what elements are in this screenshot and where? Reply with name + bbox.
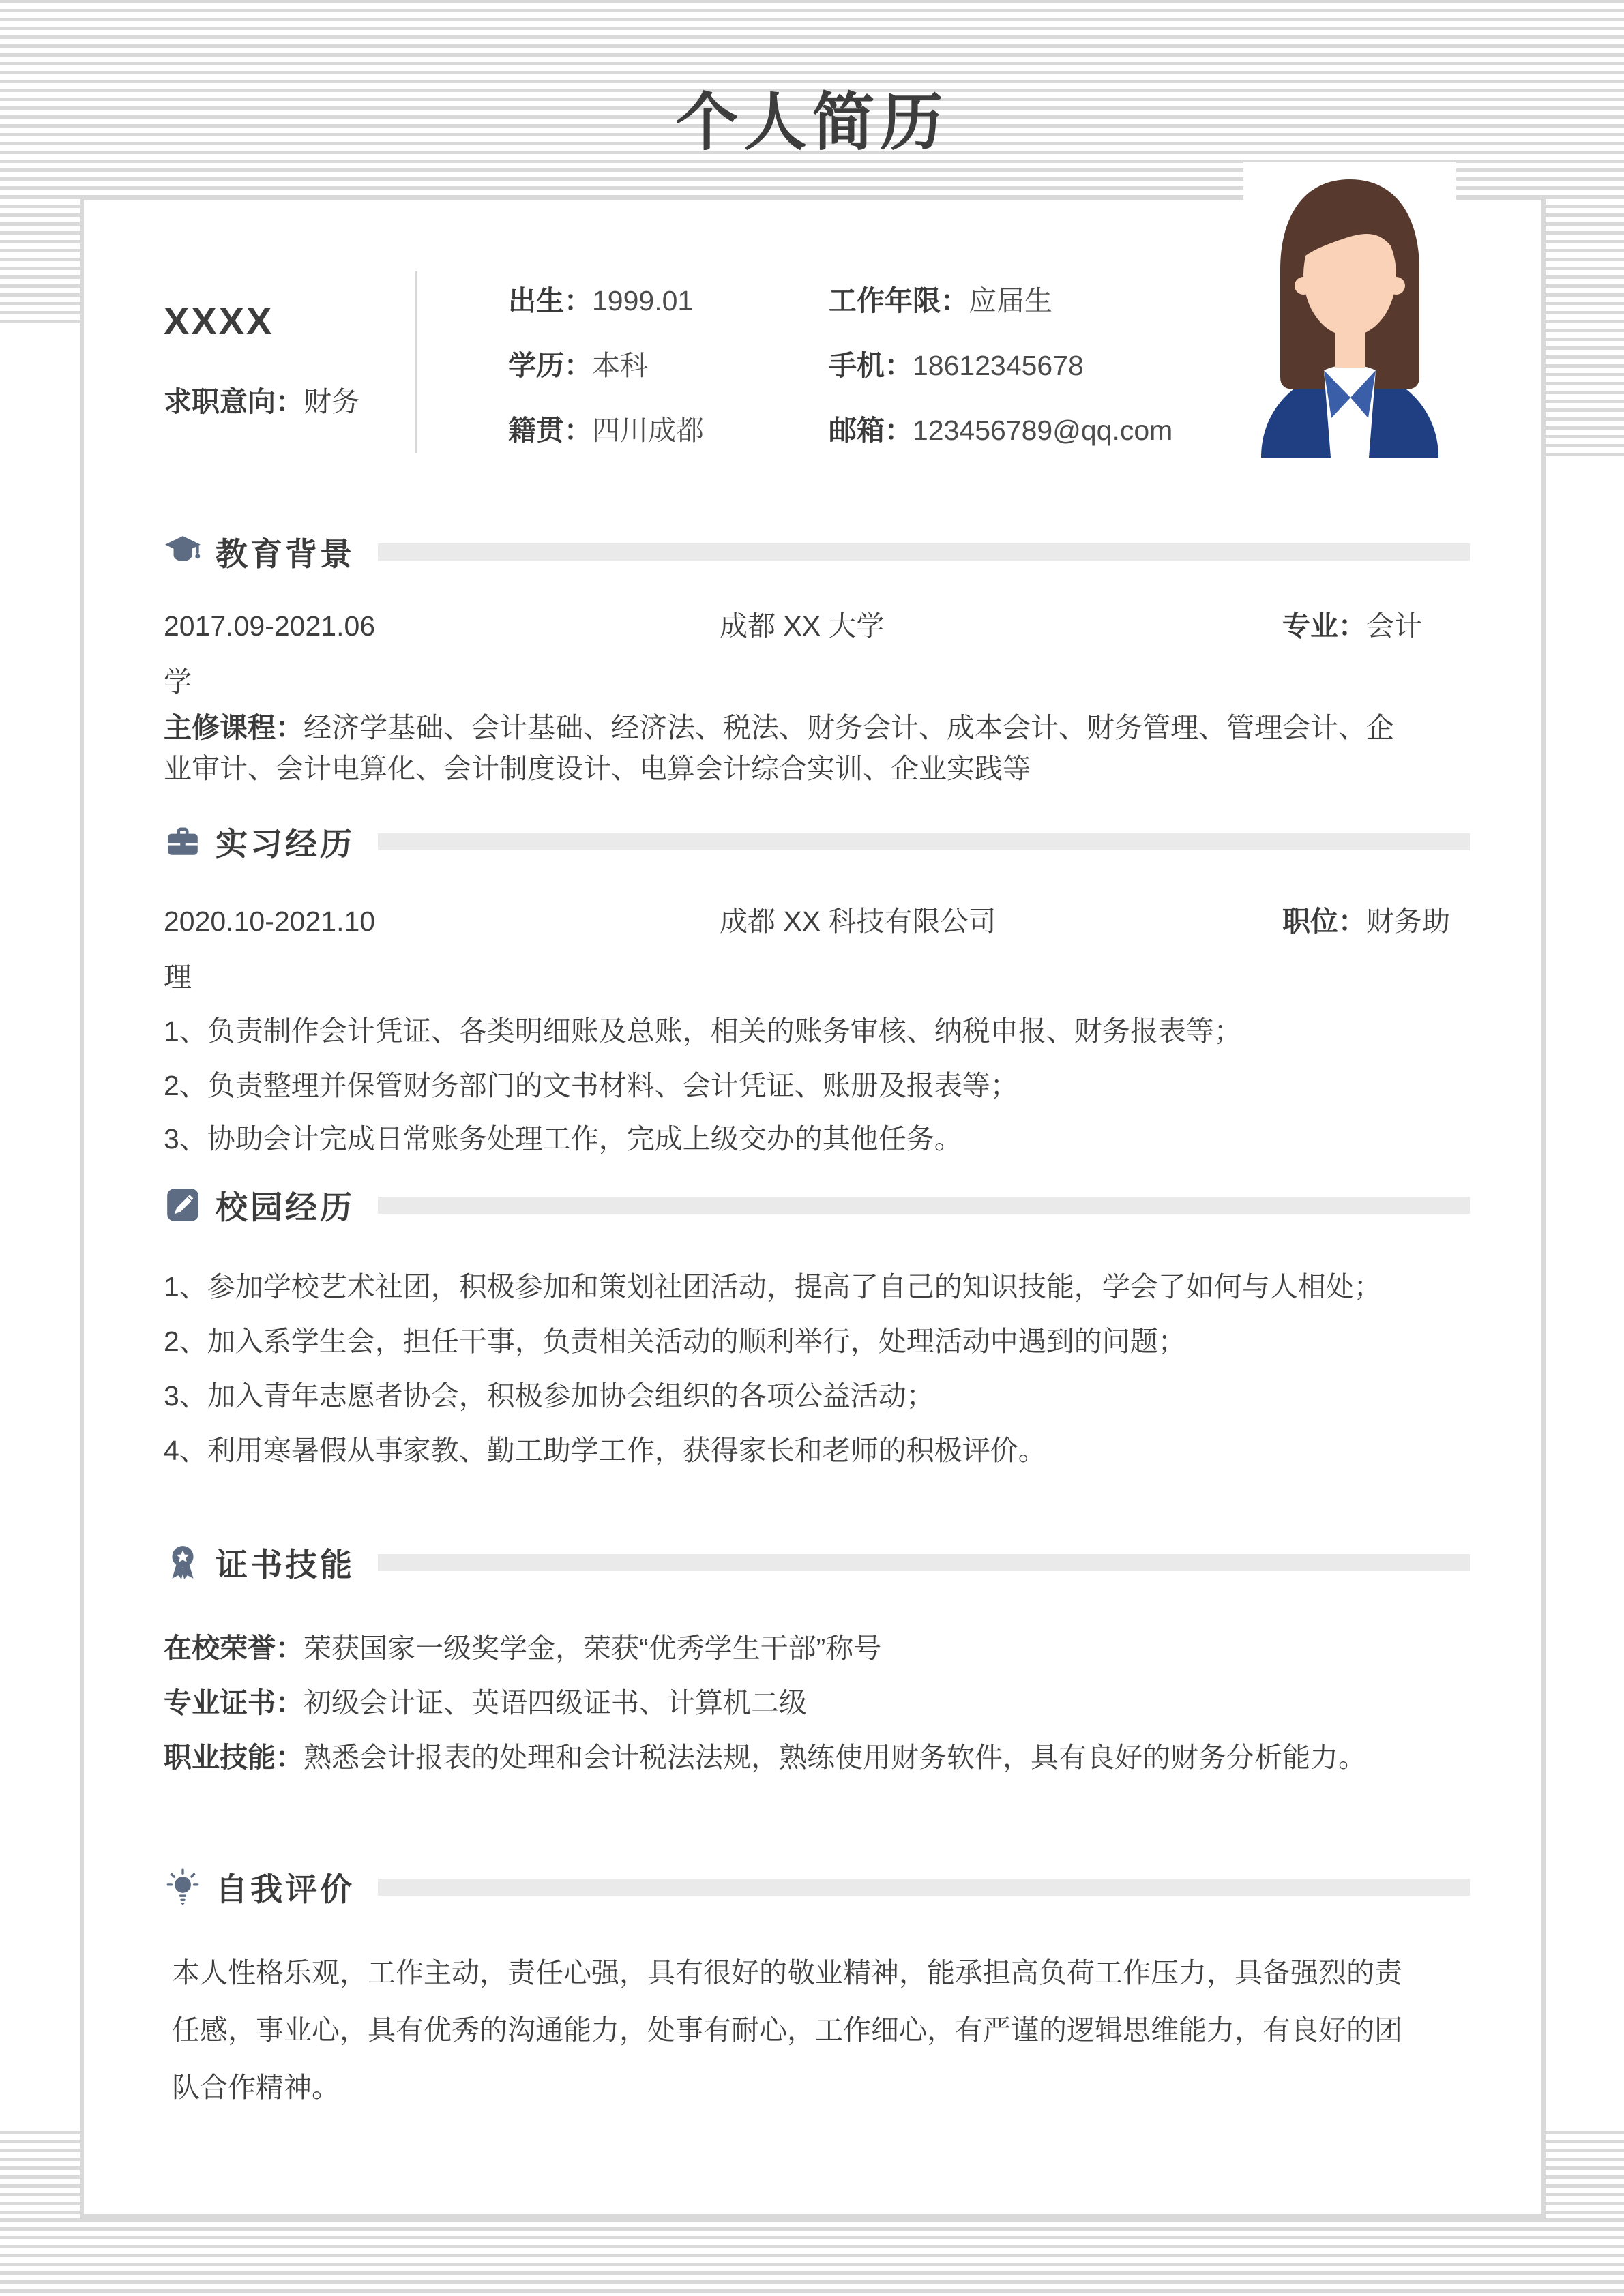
- certificates-row: 职业技能：熟悉会计报表的处理和会计税法法规，熟练使用财务软件，具有良好的财务分析能力。: [164, 1742, 1366, 1773]
- internship-item-clipped: [164, 1122, 1470, 1131]
- profile-divider: [415, 271, 417, 453]
- candidate-name: XXXX: [164, 299, 274, 342]
- certificates-row: 专业证书：初级会计证、英语四级证书、计算机二级: [164, 1687, 807, 1718]
- briefcase-icon: [164, 822, 202, 861]
- job-intent-label: 求职意向：: [164, 386, 304, 417]
- internship-date: 2020.10-2021.10: [164, 906, 376, 937]
- stripe-band-left-bottom: [0, 2131, 80, 2218]
- section-header-education: [164, 532, 1470, 571]
- education-courses-line1: 主修课程：经济学基础、会计基础、经济法、税法、财务会计、成本会计、财务管理、管理会计、企: [164, 712, 1394, 743]
- stripe-band-right-top: [1546, 196, 1624, 457]
- section-rule: [378, 833, 1470, 850]
- section-header-self-evaluation: [164, 1867, 1470, 1907]
- field-education-level: 学历：本科: [508, 350, 648, 381]
- campus-item: 4、利用寒暑假从事家教、勤工助学工作，获得家长和老师的积极评价。: [164, 1435, 1046, 1466]
- section-header-certificates: [164, 1542, 1470, 1582]
- education-date: 2017.09-2021.06: [164, 610, 376, 642]
- job-intent-value: 财务: [304, 386, 359, 417]
- self-evaluation-line: 本人性格乐观，工作主动，责任心强，具有很好的敬业精神，能承担高负荷工作压力，具备强烈的责: [172, 1957, 1402, 1988]
- section-title: 教育背景: [216, 535, 355, 572]
- certificates-row: 在校荣誉：荣获国家一级奖学金，荣获“优秀学生干部”称号: [164, 1632, 882, 1664]
- self-evaluation-line: 队合作精神。: [172, 2072, 340, 2103]
- field-phone: 手机：18612345678: [829, 350, 1084, 381]
- lightbulb-icon: [164, 1868, 202, 1906]
- stripe-band-right-bottom: [1546, 2131, 1624, 2218]
- section-header-campus: [164, 1185, 1470, 1225]
- field-hometown: 籍贯：四川成都: [508, 415, 704, 446]
- section-header-internship: [164, 822, 1470, 861]
- field-email: 邮箱：123456789@qq.com: [829, 415, 1173, 446]
- pen-icon: [164, 1186, 202, 1224]
- campus-item: 1、参加学校艺术社团，积极参加和策划社团活动，提高了自己的知识技能，学会了如何与人相处；: [164, 1271, 1382, 1302]
- internship-position: 职位：财务助: [1282, 906, 1450, 937]
- section-rule: [378, 1554, 1470, 1571]
- campus-item: 3、加入青年志愿者协会，积极参加协会组织的各项公益活动；: [164, 1380, 934, 1412]
- stripe-band-left-top: [0, 196, 80, 326]
- job-intent: [164, 379, 359, 419]
- section-rule: [378, 1879, 1470, 1896]
- internship-company: 成都 XX 科技有限公司: [720, 906, 996, 937]
- graduation-cap-icon: [164, 533, 202, 571]
- self-evaluation-line: 任感，事业心，具有优秀的沟通能力，处事有耐心，工作细心，有严谨的逻辑思维能力，有良好的团: [172, 2014, 1402, 2046]
- section-rule: [378, 1197, 1470, 1214]
- education-major-wrap: 学: [164, 666, 192, 698]
- field-birth: 出生：1999.01: [508, 285, 694, 316]
- education-school: 成都 XX 大学: [720, 610, 885, 642]
- campus-item: 2、加入系学生会，担任干事，负责相关活动的顺利举行，处理活动中遇到的问题；: [164, 1326, 1186, 1357]
- section-title: 校园经历: [216, 1189, 355, 1225]
- education-major: 专业：会计: [1282, 610, 1422, 642]
- medal-icon: [164, 1543, 202, 1581]
- section-title: 证书技能: [216, 1546, 355, 1583]
- education-courses-line2-clipped: 业审计、会计电算化、会计制度设计、电算会计综合实训、企业实践等: [164, 753, 1031, 784]
- internship-item: 2、负责整理并保管财务部门的文书材料、会计凭证、账册及报表等；: [164, 1070, 1018, 1101]
- section-title: 自我评价: [216, 1870, 355, 1907]
- document-title: 个人简历: [675, 88, 949, 158]
- internship-position-wrap: 理: [164, 961, 192, 993]
- female-avatar-illustration: [1243, 162, 1456, 458]
- section-rule: [378, 543, 1470, 561]
- internship-item: 1、负责制作会计凭证、各类明细账及总账，相关的账务审核、纳税申报、财务报表等；: [164, 1015, 1242, 1047]
- section-title: 实习经历: [216, 825, 355, 862]
- field-work-years: 工作年限：应届生: [829, 285, 1052, 316]
- profile-photo: [1243, 162, 1456, 458]
- stripe-band-bottom: [0, 2218, 1624, 2296]
